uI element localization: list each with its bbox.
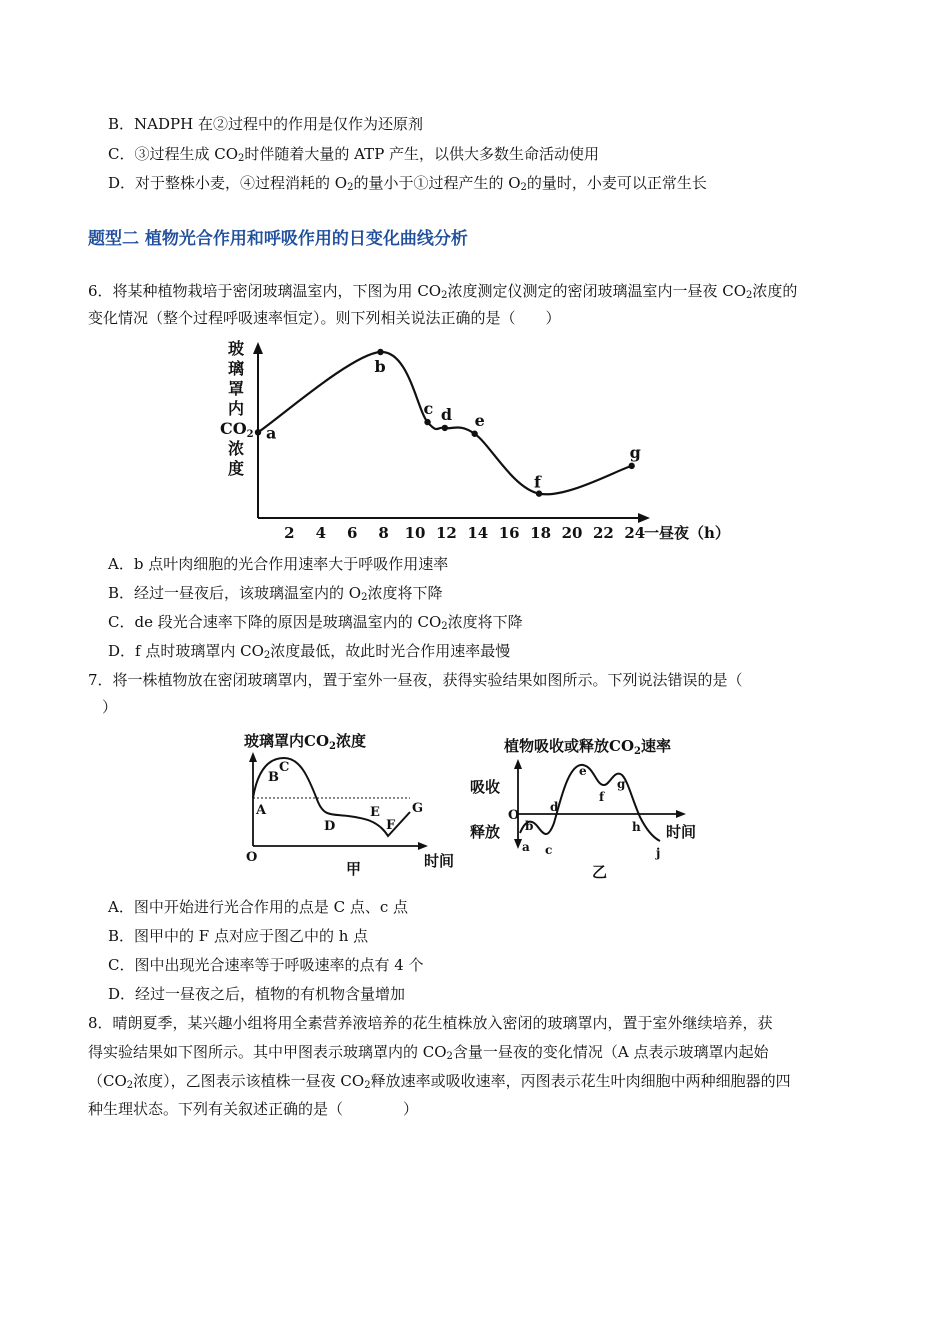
- jia-point-d: D: [324, 819, 336, 834]
- q6-option-c: C．de 段光合速率下降的原因是玻璃温室内的 $CO_2$浓度将下降: [108, 613, 523, 632]
- q6-x-tick-label: 10: [404, 524, 426, 542]
- q6-y-label-char: 玻: [228, 339, 245, 358]
- jia-caption: 甲: [346, 860, 362, 878]
- q6-x-axis-arrow: [638, 513, 650, 523]
- yi-point-h: h: [632, 820, 641, 834]
- yi-point-d: d: [550, 800, 559, 814]
- q8-stem-line3: （$CO_2$浓度），乙图表示该植株一昼夜 $CO_2$释放速率或吸收速率，丙图表示花生叶肉细胞中两种细胞器的四: [88, 1072, 791, 1091]
- q6-x-tick-label: 22: [592, 524, 614, 542]
- q6-co2-chart: [210, 332, 750, 550]
- q8-stem-line2: 得实验结果如下图所示。其中甲图表示玻璃罩内的 $CO_2$含量一昼夜的变化情况（A 点表示玻璃罩内起始: [88, 1043, 769, 1062]
- yi-y-label-top: 吸收: [470, 778, 501, 796]
- q6-point-label-g: g: [629, 442, 641, 462]
- q6-y-label-char: 浓: [228, 439, 245, 458]
- q7-chart-jia: [238, 728, 468, 878]
- q6-x-tick-label: 4: [315, 524, 327, 542]
- q8-stem-line4: 种生理状态。下列有关叙述正确的是（ ）: [88, 1100, 419, 1118]
- yi-point-c: c: [545, 843, 553, 857]
- q6-x-tick-label: 20: [561, 524, 583, 542]
- q6-x-tick-label: 12: [435, 524, 457, 542]
- yi-origin: O: [508, 808, 520, 823]
- jia-title: 玻璃罩内$CO_2$浓度: [244, 732, 366, 752]
- q6-y-label-char: 罩: [228, 379, 245, 398]
- q6-point-d: [442, 425, 448, 431]
- yi-title: 植物吸收或释放$CO_2$速率: [504, 737, 671, 757]
- q6-point-c: [424, 419, 430, 425]
- section-heading: 题型二 植物光合作用和呼吸作用的日变化曲线分析: [88, 229, 468, 249]
- q6-x-tick-label: 2: [284, 524, 295, 542]
- jia-point-a: A: [256, 803, 267, 818]
- jia-point-g: G: [412, 801, 424, 816]
- q5-option-c: C．③过程生成 $CO_2$时伴随着大量的 ATP 产生，以供大多数生命活动使用: [108, 145, 600, 164]
- q6-point-g: [628, 463, 634, 469]
- jia-point-f: F: [386, 818, 396, 833]
- yi-point-b: b: [525, 819, 534, 833]
- jia-origin: O: [246, 850, 258, 865]
- q6-point-label-c: c: [423, 399, 434, 419]
- yi-point-a: a: [522, 840, 530, 854]
- yi-point-e: e: [579, 764, 587, 778]
- q6-point-label-f: f: [534, 472, 541, 492]
- yi-y-label-bottom: 释放: [470, 823, 501, 841]
- q6-stem-line2: 变化情况（整个过程呼吸速率恒定）。则下列相关说法正确的是（ ）: [88, 309, 561, 327]
- q6-stem-line1: 6．将某种植物栽培于密闭玻璃温室内，下图为用 $CO_2$浓度测定仪测定的密闭玻璃温室内一昼夜 $CO_2$浓度的: [88, 282, 798, 301]
- q7-stem-line1: 7．将一株植物放在密闭玻璃罩内，置于室外一昼夜，获得实验结果如图所示。下列说法错误的是（: [88, 671, 743, 689]
- q6-x-tick-label: 24: [624, 524, 646, 542]
- q6-x-tick-label: 14: [467, 524, 489, 542]
- q6-point-e: [471, 431, 477, 437]
- q6-y-label-char: 内: [228, 399, 245, 418]
- yi-point-j: j: [656, 846, 661, 860]
- q6-point-label-a: a: [266, 423, 277, 443]
- q6-x-ticks: [284, 524, 645, 542]
- q6-y-label-char: 度: [228, 459, 245, 478]
- q7-chart-yi: [468, 733, 718, 885]
- yi-x-axis-label: 时间: [666, 823, 697, 841]
- jia-x-axis-label: 时间: [424, 852, 455, 870]
- q6-point-label-b: b: [374, 357, 386, 376]
- q6-option-b: B．经过一昼夜后，该玻璃温室内的 $O_2$浓度将下降: [108, 584, 443, 603]
- q7-option-d: D．经过一昼夜之后，植物的有机物含量增加: [108, 985, 406, 1003]
- q7-option-c: C．图中出现光合速率等于呼吸速率的点有 4 个: [108, 956, 424, 974]
- q7-option-b: B．图甲中的 F 点对应于图乙中的 h 点: [108, 927, 369, 945]
- q6-y-label-char: 璃: [228, 359, 245, 378]
- jia-point-e: E: [370, 805, 380, 820]
- q6-option-d: D．f 点时玻璃罩内 $CO_2$浓度最低，故此时光合作用速率最慢: [108, 642, 511, 661]
- q6-x-tick-label: 6: [346, 524, 358, 542]
- yi-point-g: g: [617, 777, 626, 791]
- q6-point-a: [255, 429, 261, 435]
- jia-point-c: C: [279, 760, 290, 775]
- q7-option-a: A．图中开始进行光合作用的点是 C 点、c 点: [108, 898, 409, 916]
- q6-point-label-d: d: [440, 404, 453, 424]
- q8-stem-line1: 8．晴朗夏季，某兴趣小组将用全素营养液培养的花生植株放入密闭的玻璃罩内，置于室外继续培养，获: [88, 1014, 773, 1032]
- q6-x-tick-label: 8: [378, 524, 389, 542]
- q6-x-tick-label: 18: [530, 524, 552, 542]
- q6-y-label-char: CO2: [220, 419, 254, 440]
- q6-point-label-e: e: [474, 410, 485, 430]
- q6-option-a: A．b 点叶肉细胞的光合作用速率大于呼吸作用速率: [108, 555, 449, 573]
- q5-option-b: B．NADPH 在②过程中的作用是仅作为还原剂: [108, 115, 423, 133]
- q6-y-axis-arrow: [253, 342, 263, 354]
- q6-x-axis-label: 一昼夜（h）: [644, 524, 730, 542]
- q6-y-axis-label: [220, 339, 254, 478]
- jia-point-b: B: [268, 770, 279, 785]
- yi-caption: 乙: [592, 863, 608, 881]
- q7-stem-line2: ）: [102, 698, 118, 716]
- yi-point-f: f: [599, 790, 605, 804]
- q6-x-tick-label: 16: [498, 524, 520, 542]
- q5-option-d: D．对于整株小麦，④过程消耗的 $O_2$的量小于①过程产生的 $O_2$的量时，小麦可以正常生长: [108, 174, 707, 193]
- q6-point-b: [377, 349, 383, 355]
